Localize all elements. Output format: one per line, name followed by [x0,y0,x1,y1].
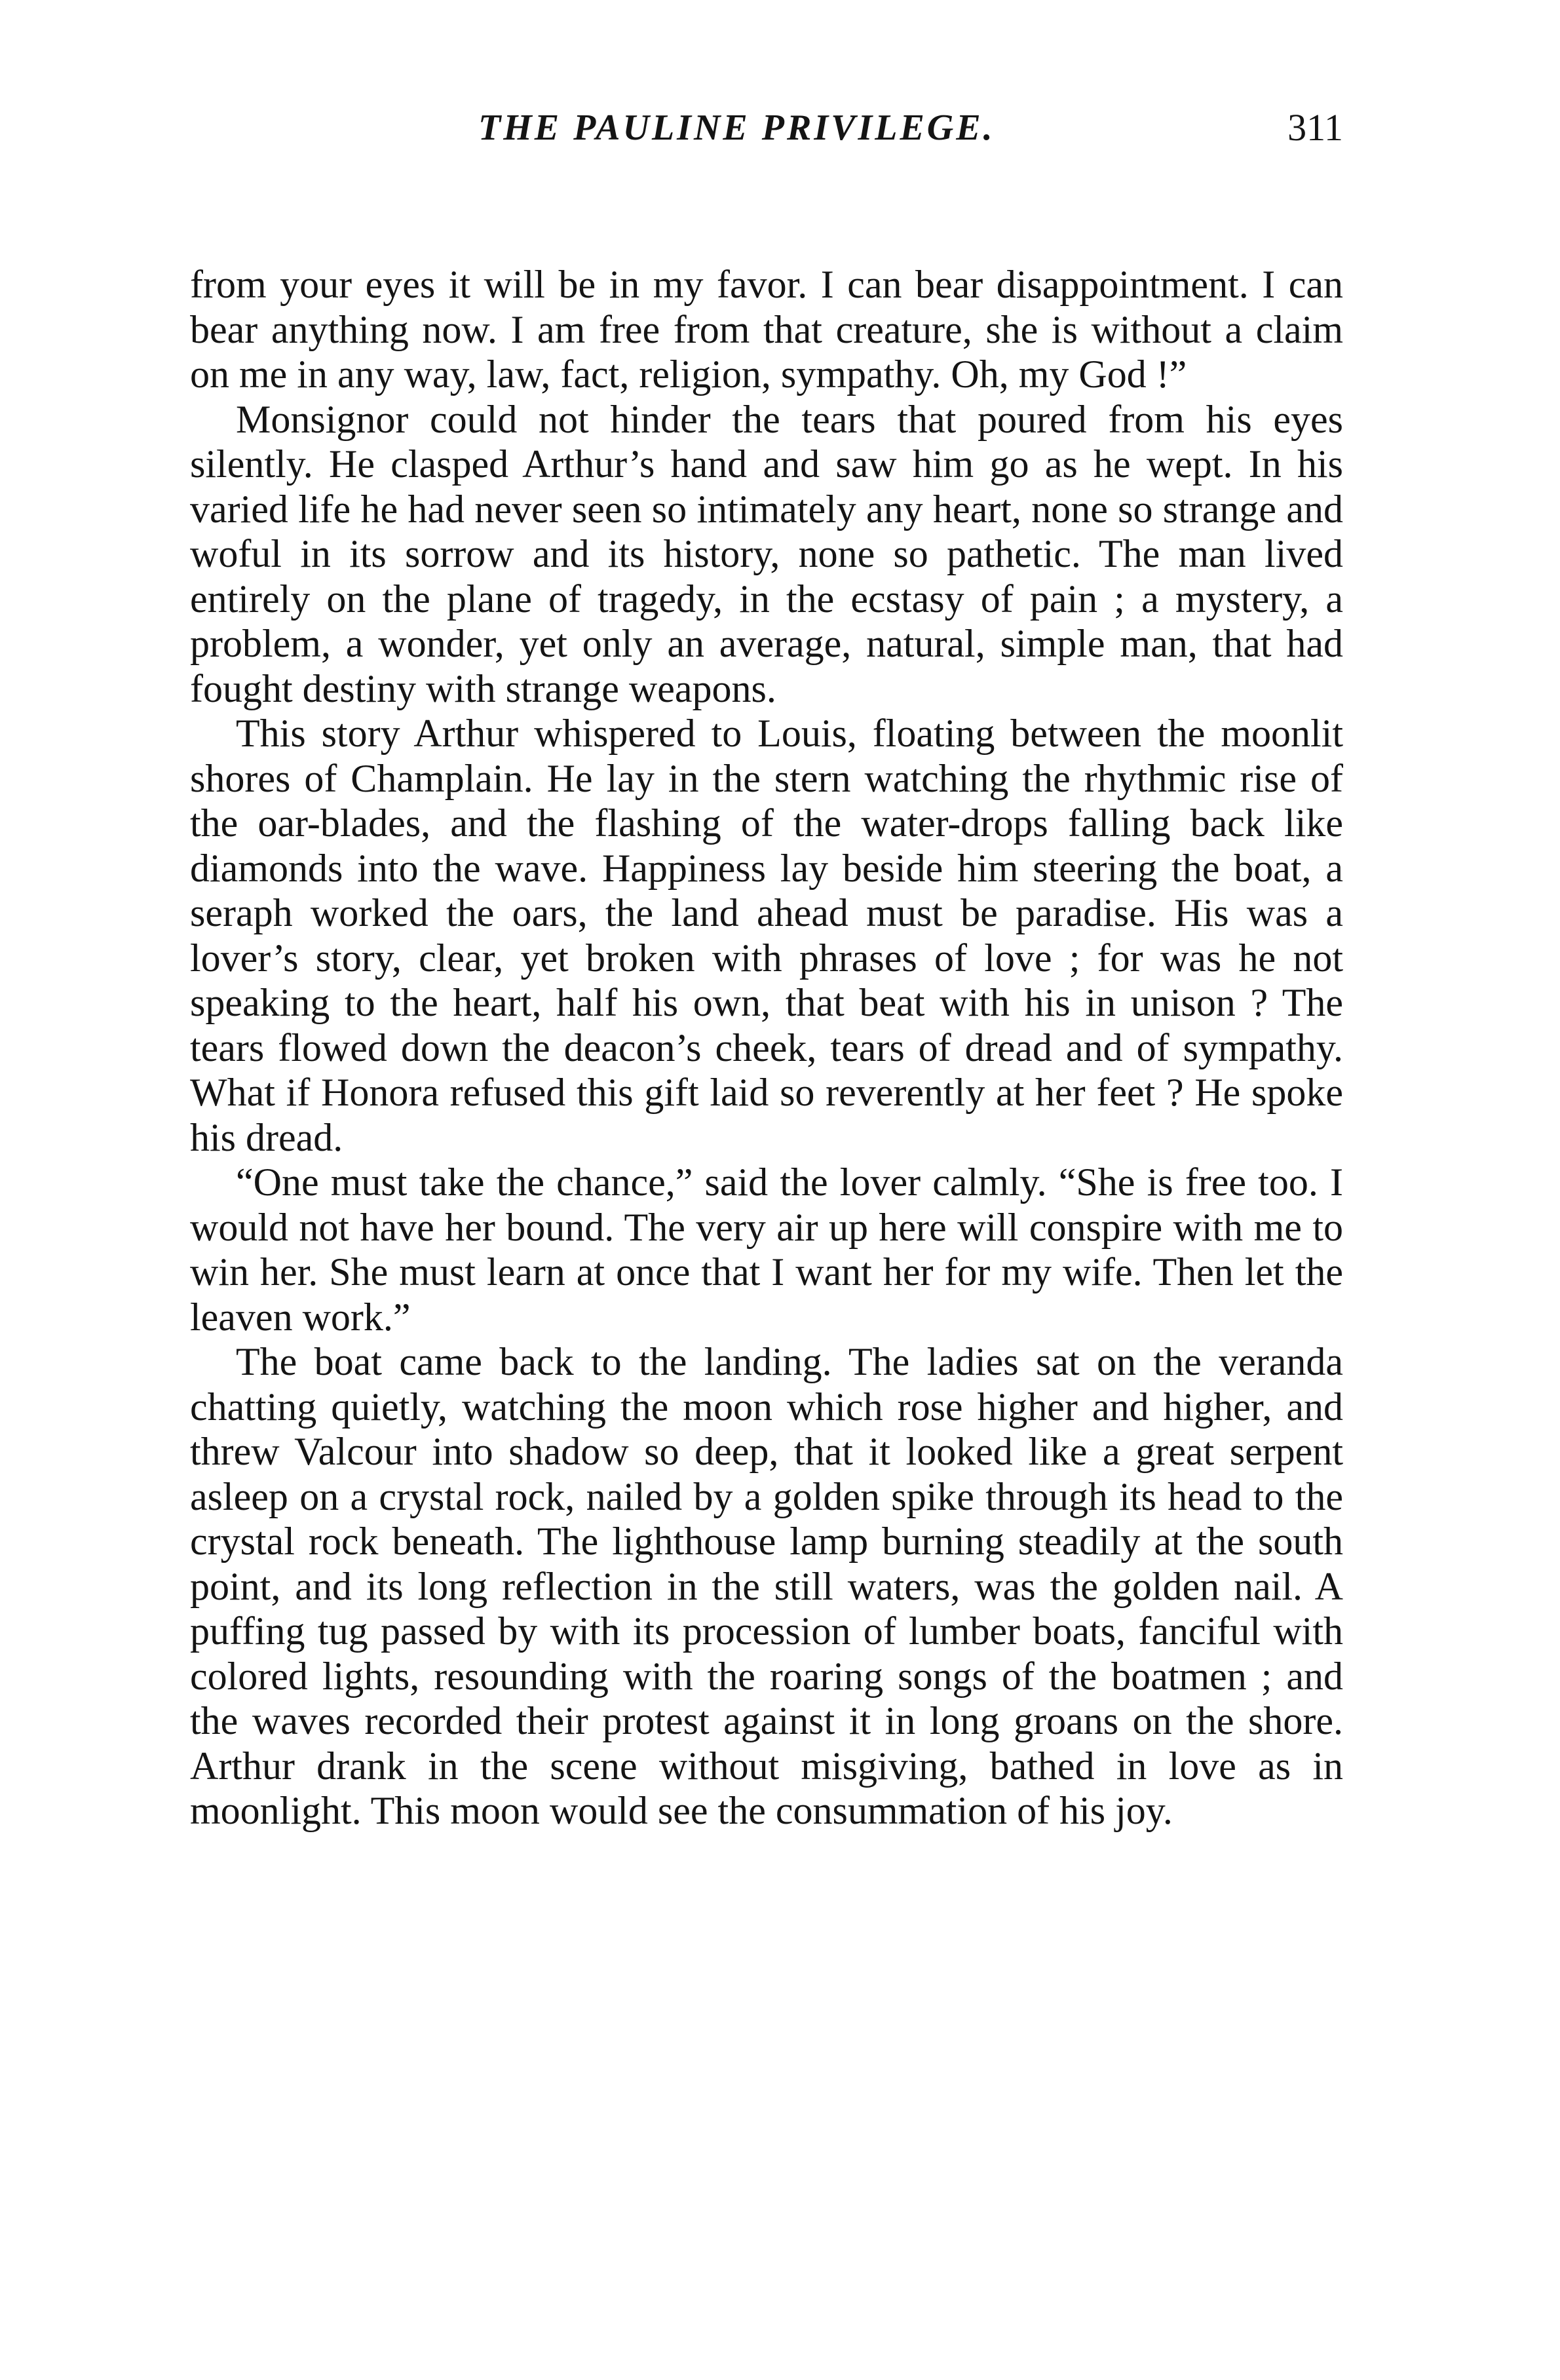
paragraph: “One must take the chance,” said the lover calmly. “She is free too. I would not have her bound. The very air up here will conspire with me to win her. She must learn at once that I want her for my wife. Then let the leaven work.” [190,1161,1343,1339]
paragraph: Monsignor could not hinder the tears that poured from his eyes silently. He clasped Arthur’s hand and saw him go as he wept. In his varied life he had never seen so intimately any heart, none so strange and woful in its sorrow and its history, none so pathetic. The man lived entirely on the plane of tragedy, in the ecstasy of pain ; a mystery, a problem, a wonder, yet only an average, natural, simple man, that had fought destiny with strange weapons. [190,397,1343,710]
body-text [190,262,1343,1833]
paragraph: This story Arthur whispered to Louis, floating between the moonlit shores of Champlain. He lay in the stern watching the rhythmic rise of the oar-blades, and the flashing of the water-drops falling back like diamonds into the wave. Happiness lay beside him steering the boat, a seraph worked the oars, the land ahead must be paradise. His was a lover’s story, clear, yet broken with phrases of love ; for was he not speaking to the heart, half his own, that beat with his in unison ? The tears flowed down the deacon’s cheek, tears of dread and of sympathy. What if Honora refused this gift laid so reverently at her feet ? He spoke his dread. [190,712,1343,1159]
paragraph: The boat came back to the landing. The ladies sat on the veranda chatting quietly, watching the moon which rose higher and higher, and threw Valcour into shadow so deep, that it looked like a great serpent asleep on a crystal rock, nailed by a golden spike through its head to the crystal rock beneath. The lighthouse lamp burning steadily at the south point, and its long reflection in the still waters, was the golden nail. A puffing tug passed by with its procession of lumber boats, fanciful with colored lights, resounding with the roaring songs of the boatmen ; and the waves recorded their protest against it in long groans on the shore. Arthur drank in the scene without misgiving, bathed in love as in moonlight. This moon would see the consummation of his joy. [190,1340,1343,1832]
running-head [190,98,1343,157]
paragraph-continued: from your eyes it will be in my favor. I can bear disappointment. I can bear anything now. I am free from that creature, she is without a claim on me in any way, law, fact, religion, sympathy. Oh, my God !” [190,263,1343,396]
page-number: 311 [1287,106,1343,149]
running-title: THE PAULINE PRIVILEGE. [478,107,995,148]
